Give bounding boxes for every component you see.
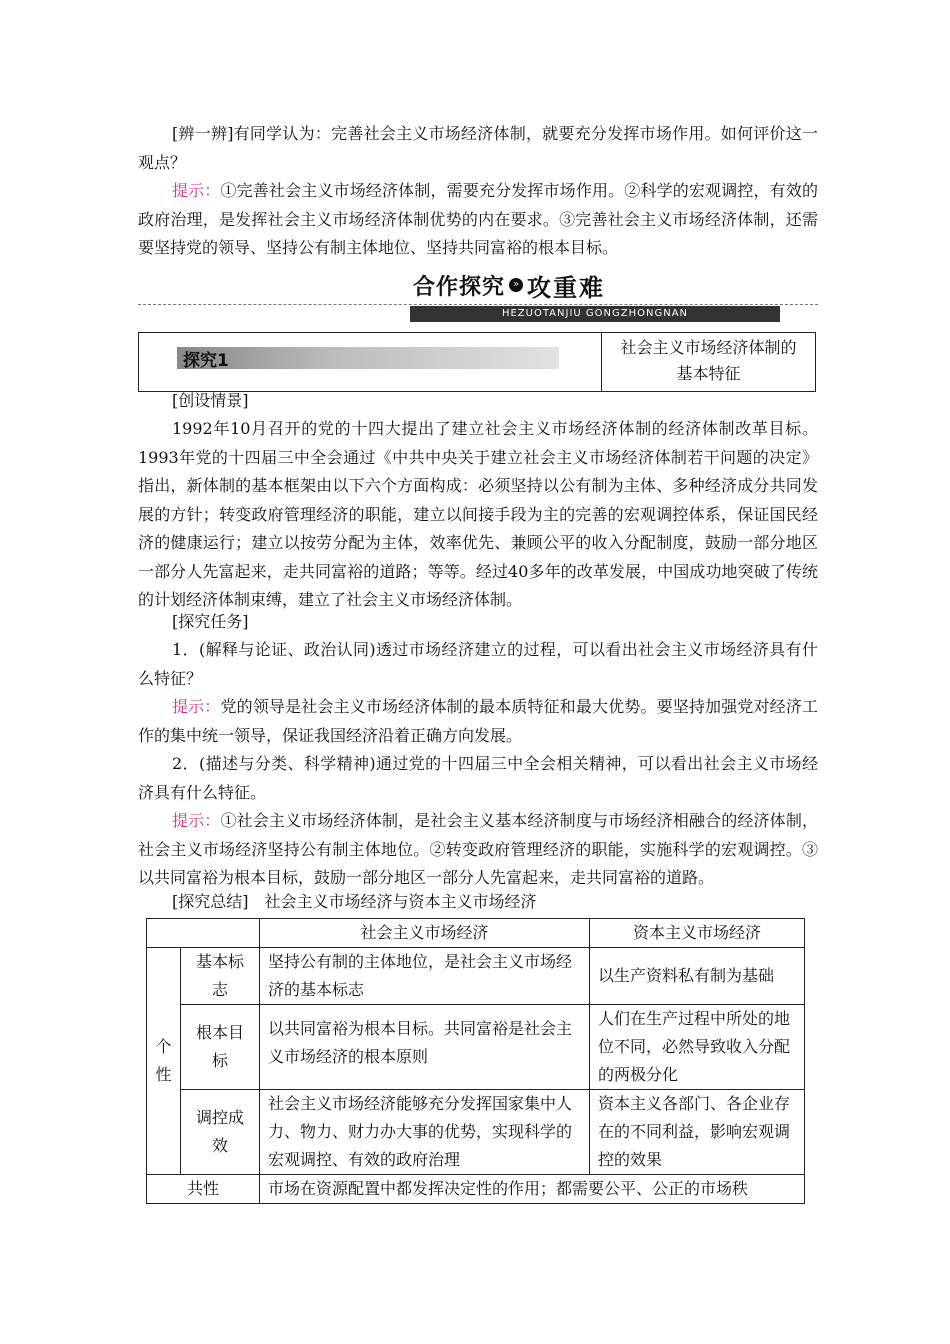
group-label-individual: 个性: [147, 948, 181, 1175]
row-label: 根本目标: [181, 1005, 260, 1090]
tasks-heading: [探究任务]: [172, 612, 249, 631]
row-label: 基本标志: [181, 948, 260, 1005]
bianyibian-question: [辨一辨]有同学认为：完善社会主义市场经济体制，就要充分发挥市场作用。如何评价这一观点？: [138, 124, 818, 172]
banner-title-right: 攻重难: [527, 273, 606, 302]
table-row: [147, 1005, 805, 1090]
hint-label: 提示：: [172, 811, 221, 830]
row-label: 调控成效: [181, 1090, 260, 1175]
explore-topic: 社会主义市场经济体制的 基本特征: [620, 338, 797, 383]
col-socialist: 社会主义市场经济: [260, 919, 590, 948]
cell-socialist: 社会主义市场经济能够充分发挥国家集中人力、物力、财力办大事的优势，实现科学的宏观调控、有效的政府治理: [260, 1090, 590, 1175]
banner-title-left: 合作探究: [413, 274, 506, 300]
cell-capitalist: 以生产资料私有制为基础: [590, 948, 805, 1005]
common-label: 共性: [147, 1175, 260, 1204]
task-answer-1: 提示：党的领导是社会主义市场经济体制的最本质特征和最大优势。要坚持加强党对经济工作的集中统一领导，保证我国经济沿着正确方向发展。: [138, 697, 818, 745]
double-arrow-icon: »: [509, 278, 523, 292]
comparison-table: [146, 918, 805, 1204]
dashed-divider: [138, 304, 818, 305]
explore-box: [138, 332, 816, 392]
hint-label: 提示：: [172, 181, 221, 200]
table-row: [147, 1090, 805, 1175]
explore-tag-bar: [177, 347, 559, 369]
cell-capitalist: 人们在生产过程中所处的地位不同，必然导致收入分配的两极分化: [590, 1005, 805, 1090]
summary-heading: [探究总结] 社会主义市场经济与资本主义市场经济: [172, 892, 537, 911]
table-header-row: [147, 919, 805, 948]
cell-socialist: 以共同富裕为根本目标。共同富裕是社会主义市场经济的根本原则: [260, 1005, 590, 1090]
explore-tag: 探究1: [183, 351, 229, 371]
table-row-common: [147, 1175, 805, 1204]
cell-capitalist: 资本主义各部门、各企业存在的不同利益，影响宏观调控的效果: [590, 1090, 805, 1175]
banner-subtitle: HEZUOTANJIU GONGZHONGNAN: [410, 306, 780, 322]
table-row: [147, 948, 805, 1005]
scenario-heading: [创设情景]: [172, 391, 249, 410]
common-text: 市场在资源配置中都发挥决定性的作用；都需要公平、公正的市场秩: [260, 1175, 805, 1204]
scenario-text: 1992年10月召开的党的十四大提出了建立社会主义市场经济体制的经济体制改革目标。1993年党的十四届三中全会通过《中共中央关于建立社会主义市场经济体制若干问题的决定》指出，新体制的基本框架由以下六个方面构成：必须坚持以公有制为主体、多种经济成分共同发展的方针；转变政府管理经济的职能，建立以间接手段为主的完善的宏观调控体系，保证国民经济的健康运行；建立以按劳分配为主体，效率优先、兼顾公平的收入分配制度，鼓励一部分地区一部分人先富起来，走共同富裕的道路；等等。经过40多年的改革发展，中国成功地突破了传统的计划经济体制束缚，建立了社会主义市场经济体制。: [138, 419, 818, 609]
col-capitalist: 资本主义市场经济: [590, 919, 805, 948]
cell-socialist: 坚持公有制的主体地位，是社会主义市场经济的基本标志: [260, 948, 590, 1005]
bianyibian-hint: 提示：①完善社会主义市场经济体制，需要充分发挥市场作用。②科学的宏观调控，有效的政府治理，是发挥社会主义市场经济体制优势的内在要求。③完善社会主义市场经济体制，还需要坚持党的领导、坚持公有制主体地位、坚持共同富裕的根本目标。: [138, 181, 818, 257]
task-question-1: 1．(解释与论证、政治认同)透过市场经济建立的过程，可以看出社会主义市场经济具有什么特征？: [138, 640, 818, 688]
task-question-2: 2．(描述与分类、科学精神)通过党的十四届三中全会相关精神，可以看出社会主义市场经济具有什么特征。: [138, 754, 818, 802]
hint-label: 提示：: [172, 697, 221, 716]
section-banner: [138, 268, 818, 326]
task-answer-2: 提示：①社会主义市场经济体制，是社会主义基本经济制度与市场经济相融合的经济体制，社会主义市场经济坚持公有制主体地位。②转变政府管理经济的职能，实施科学的宏观调控。③以共同富裕为根本目标，鼓励一部分地区一部分人先富起来，走共同富裕的道路。: [138, 811, 818, 887]
